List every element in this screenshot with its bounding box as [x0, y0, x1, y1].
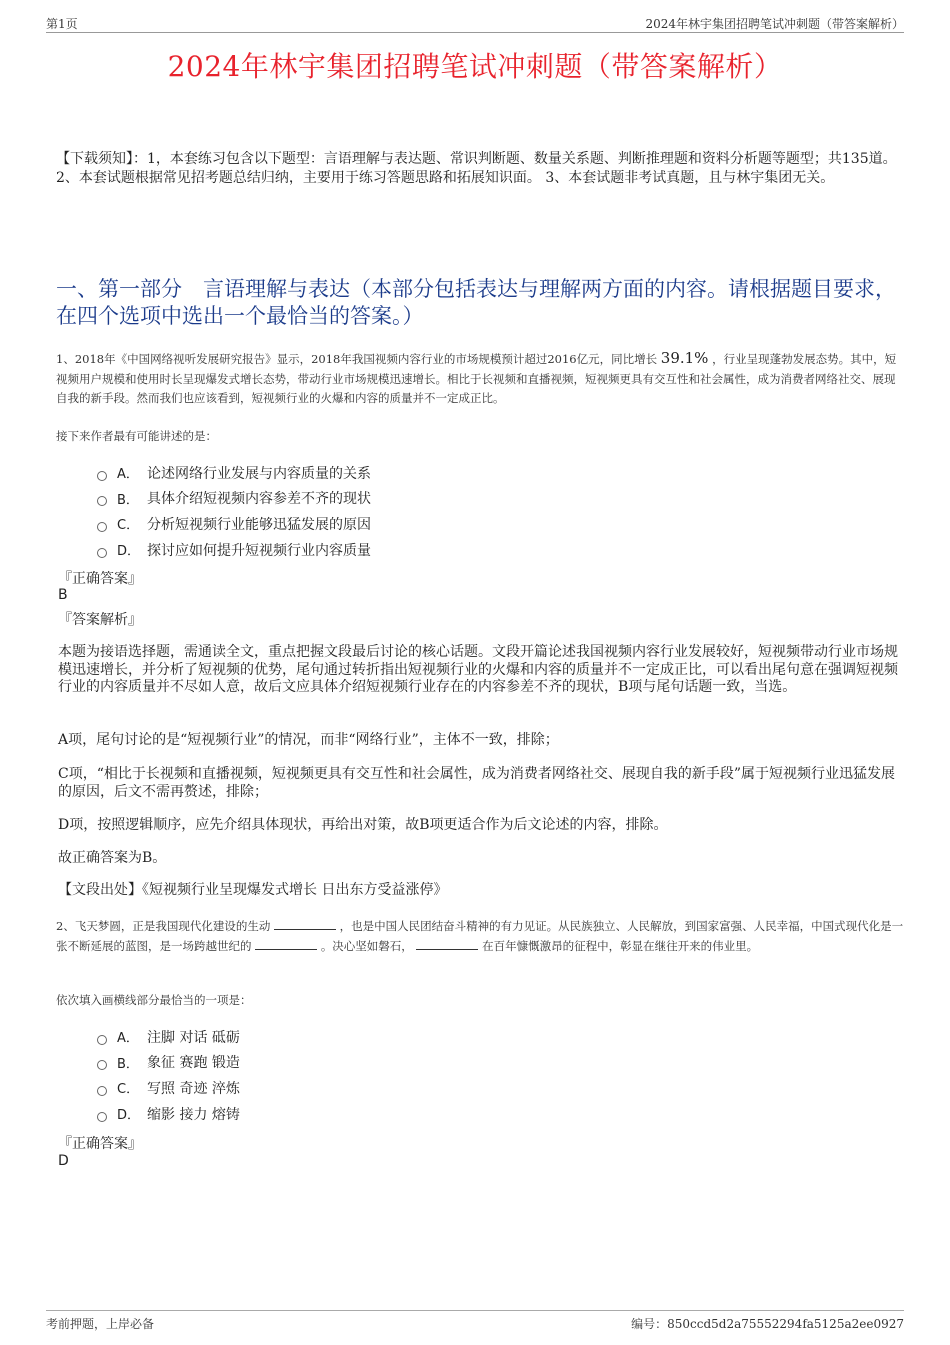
page-footer	[46, 1310, 904, 1335]
option-text: 具体介绍短视频内容参差不齐的现状	[147, 491, 371, 508]
q1-analysis-paragraph: C项，“相比于长视频和直播视频，短视频更具有交互性和社会属性，成为消费者网络社交、展现自我的新手段”属于短视频行业迅猛发展的原因，后文不需再赘述，排除；	[58, 766, 896, 800]
q1-analysis-label: 『答案解析』	[58, 612, 142, 628]
option-text: 分析短视频行业能够迅猛发展的原因	[147, 516, 371, 533]
option-key: B．	[117, 492, 139, 508]
section-heading: 一、第一部分 言语理解与表达（本部分包括表达与理解两方面的内容。请根据题目要求，在四个选项中选出一个最恰当的答案。）	[56, 277, 896, 328]
option-text: 探讨应如何提升短视频行业内容质量	[147, 542, 371, 559]
q2-text-part-a: 2、飞天梦圆，正是我国现代化建设的生动	[56, 919, 271, 933]
q1-text-part-a: 1、2018年《中国网络视听发展研究报告》显示，2018年我国视频内容行业的市场规模预计超过2016亿元，同比增长	[56, 352, 658, 366]
option-key: C．	[117, 518, 140, 534]
q2-text-part-b: ，也是中国人民团结奋斗精神的有力见证。从民族独立、人民解放，到国家富强、人民幸福，中国式现代化是一张不断延展的蓝图，是一场跨越世纪的	[56, 919, 904, 953]
fill-blank	[416, 937, 478, 950]
q1-analysis-paragraph: A项，尾句讨论的是“短视频行业”的情况，而非“网络行业”，主体不一致，排除；	[58, 732, 559, 748]
q1-source: 【文段出处】《短视频行业呈现爆发式增长 日出东方受益涨停》	[58, 882, 448, 898]
option-key: A．	[117, 1031, 139, 1047]
radio-icon[interactable]	[97, 471, 107, 481]
radio-icon[interactable]	[97, 1086, 107, 1096]
q1-answer-value: B	[58, 587, 68, 603]
question-2-text	[56, 917, 904, 956]
q1-analysis-paragraph: D项，按照逻辑顺序，应先介绍具体现状，再给出对策，故B项更适合作为后文论述的内容，排除。	[58, 817, 668, 833]
question-1-text	[56, 349, 904, 409]
radio-icon[interactable]	[97, 1112, 107, 1122]
fill-blank	[255, 937, 317, 950]
q1-percentage: 39.1%	[660, 349, 709, 367]
option-text: 写照 奇迹 淬炼	[147, 1080, 240, 1097]
document-title: 2024年林宇集团招聘笔试冲刺题（带答案解析）	[167, 50, 783, 83]
header-doc-title: 2024年林宇集团招聘笔试冲刺题（带答案解析）	[645, 17, 904, 31]
q2-option-c[interactable]	[97, 1075, 240, 1101]
download-notice: 【下载须知】：1，本套练习包含以下题型：言语理解与表达题、常识判断题、数量关系题、判断推理题和资料分析题等题型；共135道。 2、本套试题根据常见招考题总结归纳，主要用于练习答题思路和拓展知识面。 3、本套试题非考试真题，且与林宇集团无关。	[56, 151, 897, 186]
page-number: 第1页	[46, 17, 78, 31]
q2-option-d[interactable]	[97, 1101, 240, 1127]
option-text: 象征 赛跑 锻造	[147, 1055, 240, 1072]
option-key: A．	[117, 467, 139, 483]
q1-option-c[interactable]	[97, 511, 371, 537]
q1-text-part-b: ，行业呈现蓬勃发展态势。其中，短视频用户规模和使用时长呈现爆发式增长态势，带动行业市场规模迅速增长。相比于长视频和直播视频，短视频更具有交互性和社会属性，成为消费者网络社交、展现自我的新手段。然而我们也应该看到，短视频行业的火爆和内容的质量并不一定成正比。	[56, 352, 897, 405]
q2-prompt: 依次填入画横线部分最恰当的一项是：	[56, 993, 252, 1007]
q2-option-b[interactable]	[97, 1050, 240, 1076]
q2-options	[97, 1024, 240, 1126]
page-header	[46, 14, 904, 33]
fill-blank	[274, 917, 336, 930]
q1-option-a[interactable]	[97, 460, 371, 486]
q1-options	[97, 460, 371, 562]
option-key: C．	[117, 1082, 140, 1098]
q1-option-d[interactable]	[97, 537, 371, 563]
option-key: D．	[117, 544, 141, 560]
q1-prompt: 接下来作者最有可能讲述的是：	[56, 429, 217, 443]
option-key: B．	[117, 1056, 139, 1072]
radio-icon[interactable]	[97, 522, 107, 532]
q2-answer-label: 『正确答案』	[58, 1136, 142, 1152]
q2-answer-value: D	[58, 1153, 69, 1169]
q1-option-b[interactable]	[97, 486, 371, 512]
option-text: 论述网络行业发展与内容质量的关系	[147, 465, 371, 482]
q2-text-part-c: 。决心坚如磐石，	[320, 938, 413, 953]
q2-option-a[interactable]	[97, 1024, 240, 1050]
radio-icon[interactable]	[97, 548, 107, 558]
footer-doc-id: 编号：850ccd5d2a75552294fa5125a2ee0927	[631, 1317, 904, 1331]
radio-icon[interactable]	[97, 496, 107, 506]
radio-icon[interactable]	[97, 1035, 107, 1045]
q1-analysis-paragraph: 故正确答案为B。	[58, 850, 167, 866]
footer-slogan: 考前押题，上岸必备	[46, 1317, 155, 1331]
option-key: D．	[117, 1108, 141, 1124]
radio-icon[interactable]	[97, 1060, 107, 1070]
q1-analysis-paragraph: 本题为接语选择题，需通读全文，重点把握文段最后讨论的核心话题。文段开篇论述我国视频内容行业发展较好，短视频带动行业市场规模迅速增长，并分析了短视频的优势，尾句通过转折指出短视频行业的火爆和内容的质量并不一定成正比，可以看出尾句意在强调短视频行业的内容质量并不尽如人意，故后文应具体介绍短视频行业存在的内容参差不齐的现状，B项与尾句话题一致，当选。	[58, 644, 898, 695]
option-text: 注脚 对话 砥砺	[147, 1029, 240, 1046]
q2-text-part-d: 在百年慷慨激昂的征程中，彰显在继往开来的伟业里。	[482, 938, 759, 953]
q1-answer-label: 『正确答案』	[58, 571, 142, 587]
option-text: 缩影 接力 熔铸	[147, 1106, 240, 1123]
